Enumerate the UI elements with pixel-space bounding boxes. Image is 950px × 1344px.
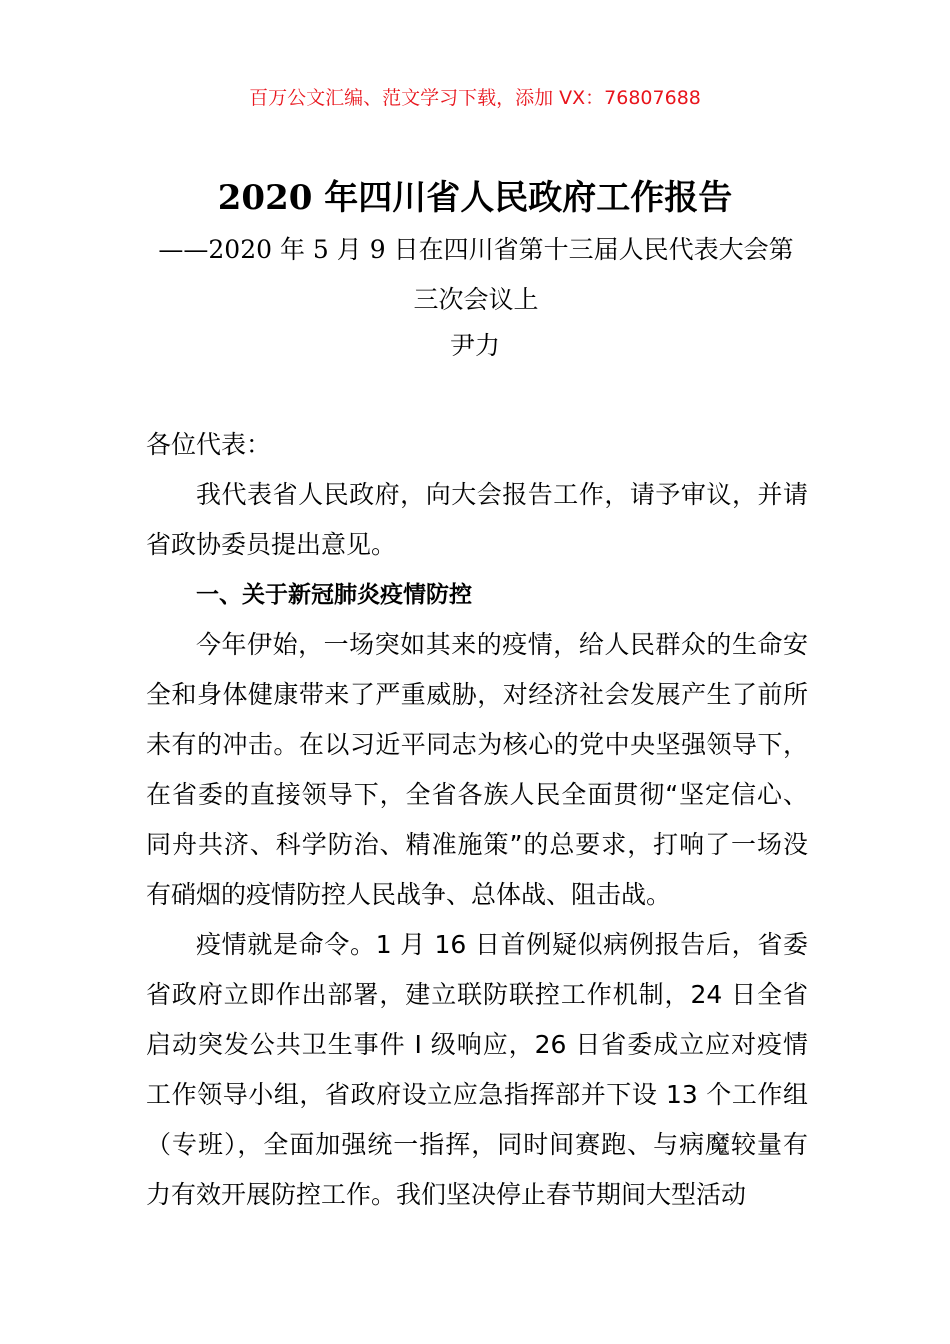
- body-paragraph: 今年伊始，一场突如其来的疫情，给人民群众的生命安全和身体健康带来了严重威胁，对经济社会发展产生了前所未有的冲击。在以习近平同志为核心的党中央坚强领导下，在省委的直接领导下，全省各族人民全面贯彻“坚定信心、同舟共济、科学防治、精准施策”的总要求，打响了一场没有硝烟的疫情防控人民战争、总体战、阻击战。: [146, 630, 808, 909]
- body-paragraph: 我代表省人民政府，向大会报告工作，请予审议，并请省政协委员提出意见。: [146, 480, 808, 559]
- body-paragraph: 疫情就是命令。1 月 16 日首例疑似病例报告后，省委省政府立即作出部署，建立联防联控工作机制，24 日全省启动突发公共卫生事件 I 级响应，26 日省委成立应对疫情工作领导小组，省政府设立应急指挥部并下设 13 个工作组（专班），全面加强统一指挥，同时间赛跑、与病魔较量有力有效开展防控工作。我们坚决停止春节期间大型活动: [146, 930, 808, 1209]
- watermark-banner: 百万公文汇编、范文学习下载，添加 VX：76807688: [249, 87, 701, 109]
- section-heading: 一、关于新冠肺炎疫情防控: [196, 582, 472, 608]
- salutation: 各位代表：: [146, 430, 272, 459]
- document-subtitle: ——2020 年 5 月 9 日在四川省第十三届人民代表大会第三次会议上: [158, 235, 794, 314]
- document-body: [146, 420, 808, 1220]
- document-title: 2020 年四川省人民政府工作报告: [217, 178, 733, 218]
- document-author: 尹力: [449, 331, 500, 360]
